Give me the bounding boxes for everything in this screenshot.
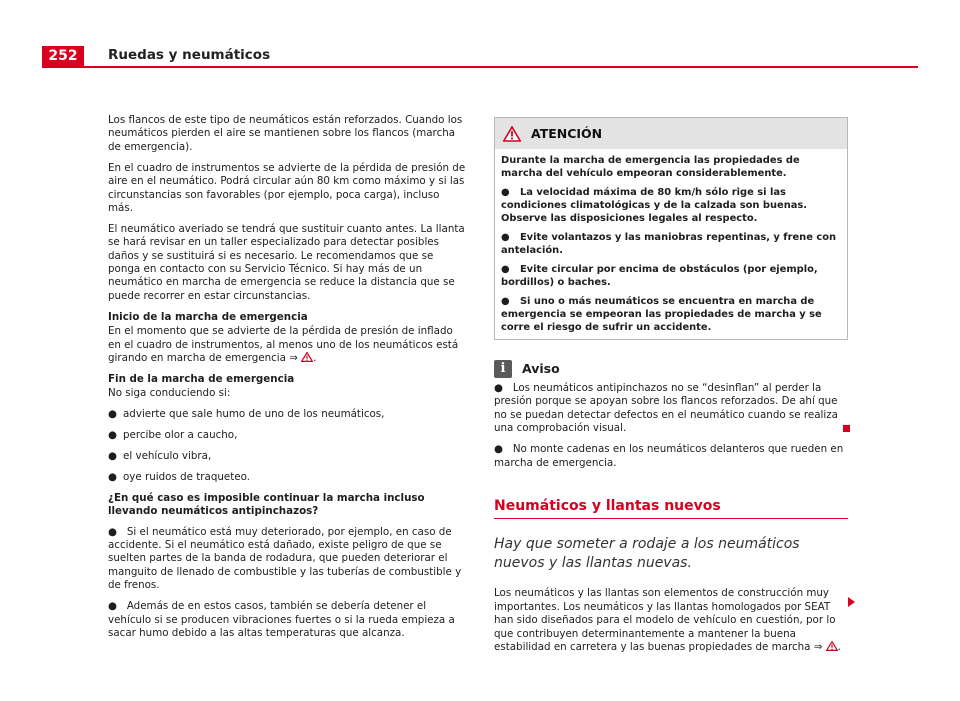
attention-item: ● La velocidad máxima de 80 km/h sólo rige si las condiciones climatológicas y de la calzada son buenas. Observe las disposiciones legales al respecto. (501, 187, 808, 224)
continue-arrow-icon (848, 597, 855, 607)
paragraph: En el cuadro de instrumentos se advierte de la pérdida de presión de aire en el neumático. Podrá circular aún 80 km como máximo y si las circunstancias son favorables (por ejemplo, poca carga), incluso más. (108, 161, 466, 214)
attention-item: ● Evite circular por encima de obstáculos (por ejemplo, bordillos) o baches. (501, 264, 818, 288)
subheading-question: ¿En qué caso es imposible continuar la marcha incluso llevando neumáticos antipinchazos? (108, 491, 425, 518)
bullet-icon: ● (108, 470, 117, 483)
paragraph: El neumático averiado se tendrá que sustituir cuanto antes. La llanta se hará revisar en un taller especializado para detectar posibles daños y se sustituirá si es necesario. Le recomendamos que se ponga en contacto con su Servicio Técnico. Si hay más de un neumático en marcha de emergencia se reduce la distancia que se puede recorrer en estar circunstancias. (108, 222, 465, 302)
bullet-icon: ● (494, 443, 513, 456)
aviso-item: ● Los neumáticos antipinchazos no se “desinflan” al perder la presión porque se apoyan sobre los flancos reforzados. De ahí que no se puedan detectar defectos en el neumático cuando se realiza una comprobación visual. (494, 382, 838, 435)
aviso-item: ● No monte cadenas en los neumáticos delanteros que rueden en marcha de emergencia. (494, 443, 844, 469)
attention-box (494, 117, 848, 340)
aviso-title: Aviso (522, 361, 560, 377)
bullet-icon: ● (108, 450, 117, 463)
warning-triangle-icon[interactable] (301, 352, 313, 362)
paragraph-inicio: En el momento que se advierte de la pérdida de presión de inflado en el cuadro de instrumentos, al menos uno de los neumáticos está girando en marcha de emergencia ⇒ . (108, 325, 459, 364)
chapter-title: Ruedas y neumáticos (108, 47, 271, 63)
section-lead: Hay que someter a rodaje a los neumáticos nuevos y las llantas nuevas. (494, 536, 800, 572)
list-item: ● el vehículo vibra, (108, 450, 212, 463)
section-body: Los neumáticos y las llantas son elementos de construcción muy importantes. Los neumáticos y las llantas homologados por SEAT han sido diseñados para el modelo de vehículo en cuestión, por lo que contribuyen determinantemente a mantener la buena estabilidad en carretera y las buenas propiedades de marcha ⇒ . (494, 587, 841, 653)
bullet-icon: ● (108, 408, 117, 421)
bullet-icon: ● (501, 264, 520, 275)
right-column (494, 117, 848, 662)
attention-item: ● Si uno o más neumáticos se encuentra en marcha de emergencia se empeoran las propiedades de marcha y se corre el riesgo de sufrir un accidente. (501, 296, 822, 333)
bullet-icon: ● (108, 429, 117, 442)
left-column (108, 114, 466, 648)
info-icon: i (494, 360, 512, 378)
list-item: ● advierte que sale humo de uno de los neumáticos, (108, 408, 385, 421)
section-title: Neumáticos y llantas nuevos (494, 500, 848, 519)
paragraph: No siga conduciendo si: (108, 387, 231, 400)
attention-header (495, 118, 847, 149)
bullet-icon: ● (501, 232, 520, 243)
header-rule (42, 66, 918, 68)
attention-body (495, 149, 847, 339)
list-item: ● percibe olor a caucho, (108, 429, 238, 442)
bullet-icon: ● (501, 187, 520, 198)
page-number: 252 (42, 46, 84, 66)
list-item: ● Además de en estos casos, también se debería detener el vehículo si se producen vibraciones fuertes o si la rueda empieza a sacar humo debido a las altas temperaturas que alcanza. (108, 600, 455, 639)
warning-triangle-icon[interactable] (826, 641, 838, 651)
bullet-icon: ● (501, 296, 520, 307)
paragraph: Los flancos de este tipo de neumáticos están reforzados. Cuando los neumáticos pierden el aire se mantienen sobre los flancos (marcha de emergencia). (108, 114, 463, 153)
bullet-icon: ● (108, 525, 127, 538)
end-of-section-square-icon (843, 425, 850, 432)
attention-item: ● Evite volantazos y las maniobras repentinas, y frene con antelación. (501, 232, 837, 256)
list-item: ● Si el neumático está muy deteriorado, por ejemplo, en caso de accidente. Si el neumático está dañado, existe peligro de que se suelten partes de la banda de rodadura, que pueden deteriorar el manguito de llenado de combustible y las tuberías de combustible y de frenos. (108, 525, 462, 592)
subheading-inicio: Inicio de la marcha de emergencia (108, 310, 308, 323)
warning-triangle-icon (503, 126, 521, 142)
subheading-fin: Fin de la marcha de emergencia (108, 372, 295, 385)
bullet-icon: ● (494, 382, 513, 394)
aviso-header (494, 360, 848, 378)
attention-title: ATENCIÓN (531, 125, 603, 141)
attention-intro: Durante la marcha de emergencia las propiedades de marcha del vehículo empeoran considerablemente. (501, 155, 800, 179)
list-item: ● oye ruidos de traqueteo. (108, 470, 250, 483)
paragraph-text: En el momento que se advierte de la pérdida de presión de inflado en el cuadro de instrumentos, al menos uno de los neumáticos está girando en marcha de emergencia ⇒ (108, 325, 459, 364)
bullet-icon: ● (108, 600, 127, 613)
